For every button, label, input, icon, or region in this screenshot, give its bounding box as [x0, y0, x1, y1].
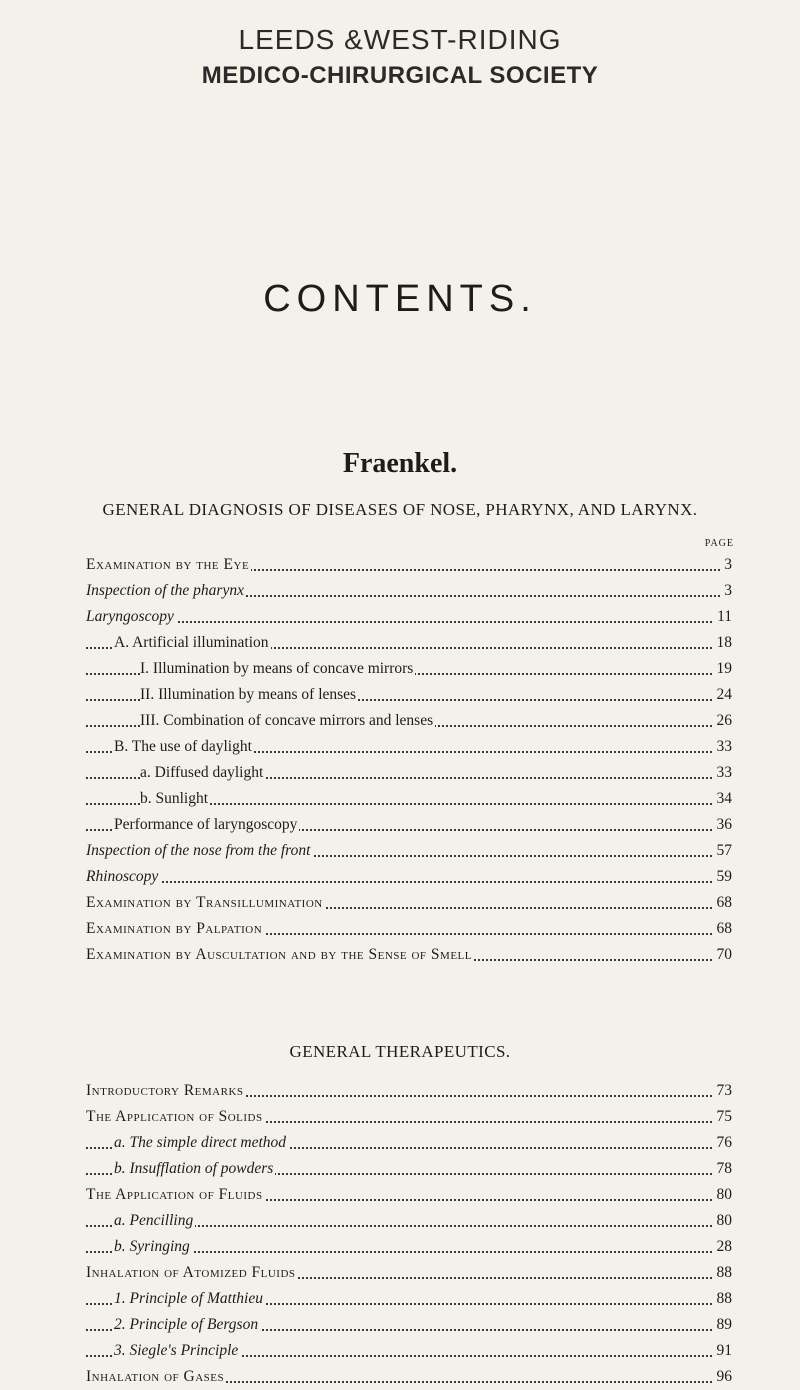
toc-entry-label: b. Syringing [114, 1234, 192, 1260]
toc-entry-page: 88 [713, 1286, 733, 1312]
page-column-label: PAGE [704, 538, 734, 549]
toc-entry-page: 96 [713, 1364, 733, 1390]
toc-entry-label: a. The simple direct method [114, 1130, 288, 1156]
toc-entry-label: Inspection of the nose from the front [86, 838, 312, 864]
toc-entry-page: 33 [713, 760, 733, 786]
toc-entry [0, 864, 800, 890]
section-title-diagnosis: GENERAL DIAGNOSIS OF DISEASES OF NOSE, PHARYNX, AND LARYNX. [102, 500, 698, 519]
toc-entry-page: 36 [713, 812, 733, 838]
toc-entry [0, 604, 800, 630]
author-name: Fraenkel. [342, 448, 458, 479]
toc-entry-label: b. Sunlight [140, 786, 210, 812]
toc-entry-label: b. Insufflation of powders [114, 1156, 275, 1182]
toc-entry [0, 708, 800, 734]
toc-list-therapeutics [0, 1078, 800, 1390]
dot-leader [86, 619, 732, 623]
toc-entry-label: B. The use of daylight [114, 734, 254, 760]
toc-entry [0, 942, 800, 968]
toc-entry [0, 1130, 800, 1156]
toc-entry-page: 26 [713, 708, 733, 734]
toc-entry [0, 1234, 800, 1260]
toc-entry-label: a. Pencilling [114, 1208, 195, 1234]
toc-entry-label: Examination by the Eye [86, 552, 251, 578]
toc-entry-label: Examination by Transillumination [86, 890, 325, 916]
toc-entry [0, 578, 800, 604]
toc-entry-page: 3 [720, 578, 732, 604]
toc-entry [0, 812, 800, 838]
toc-entry-label: The Application of Fluids [86, 1182, 265, 1208]
toc-entry-label: Performance of laryngoscopy [114, 812, 299, 838]
toc-entry-page: 80 [713, 1182, 733, 1208]
library-stamp-line-1: LEEDS &WEST-RIDING [238, 24, 562, 55]
toc-entry [0, 630, 800, 656]
toc-entry [0, 552, 800, 578]
toc-entry-label: Inhalation of Atomized Fluids [86, 1260, 298, 1286]
library-stamp-line-2: MEDICO-CHIRURGICAL SOCIETY [201, 62, 599, 89]
toc-entry [0, 890, 800, 916]
section-title-therapeutics: GENERAL THERAPEUTICS. [289, 1042, 511, 1061]
toc-entry-page: 57 [713, 838, 733, 864]
toc-entry-label: III. Combination of concave mirrors and lenses [140, 708, 435, 734]
toc-entry [0, 916, 800, 942]
toc-entry-page: 75 [713, 1104, 733, 1130]
toc-entry-page: 89 [713, 1312, 733, 1338]
toc-entry-page: 19 [713, 656, 733, 682]
toc-entry-label: Inhalation of Gases [86, 1364, 226, 1390]
toc-entry [0, 1078, 800, 1104]
toc-entry-label: Laryngoscopy [86, 604, 176, 630]
toc-entry-page: 11 [713, 604, 732, 630]
toc-entry-page: 3 [720, 552, 732, 578]
toc-entry [0, 682, 800, 708]
toc-entry-label: 1. Principle of Matthieu [114, 1286, 265, 1312]
toc-entry-label: 3. Siegle's Principle [114, 1338, 240, 1364]
toc-entry [0, 1104, 800, 1130]
toc-entry-page: 34 [713, 786, 733, 812]
toc-entry [0, 656, 800, 682]
toc-entry-page: 28 [713, 1234, 733, 1260]
toc-entry [0, 1156, 800, 1182]
toc-entry [0, 1338, 800, 1364]
toc-entry-label: A. Artificial illumination [114, 630, 271, 656]
toc-entry-label: The Application of Solids [86, 1104, 265, 1130]
toc-entry-page: 33 [713, 734, 733, 760]
toc-entry-page: 88 [713, 1260, 733, 1286]
toc-entry [0, 734, 800, 760]
toc-entry [0, 838, 800, 864]
toc-entry-page: 68 [713, 916, 733, 942]
toc-entry-label: Rhinoscopy [86, 864, 160, 890]
toc-entry-page: 91 [713, 1338, 733, 1364]
toc-entry-label: Examination by Palpation [86, 916, 264, 942]
toc-entry-page: 73 [713, 1078, 733, 1104]
toc-entry-label: a. Diffused daylight [140, 760, 265, 786]
toc-entry [0, 1312, 800, 1338]
toc-entry-page: 70 [713, 942, 733, 968]
toc-entry [0, 1208, 800, 1234]
toc-entry [0, 760, 800, 786]
toc-entry-page: 80 [713, 1208, 733, 1234]
toc-entry-label: Introductory Remarks [86, 1078, 246, 1104]
toc-entry [0, 786, 800, 812]
toc-entry-label: II. Illumination by means of lenses [140, 682, 358, 708]
contents-heading: CONTENTS. [263, 278, 537, 320]
toc-entry-page: 78 [713, 1156, 733, 1182]
toc-entry-label: I. Illumination by means of concave mirrors [140, 656, 415, 682]
toc-entry-page: 76 [713, 1130, 733, 1156]
toc-entry-page: 24 [713, 682, 733, 708]
toc-entry [0, 1182, 800, 1208]
toc-entry-page: 59 [713, 864, 733, 890]
toc-list-diagnosis [0, 552, 800, 968]
toc-entry-label: Inspection of the pharynx [86, 578, 246, 604]
dot-leader [86, 879, 732, 883]
toc-entry [0, 1260, 800, 1286]
toc-entry [0, 1286, 800, 1312]
toc-entry-label: Examination by Auscultation and by the Sense of Smell [86, 942, 474, 968]
toc-entry-page: 68 [713, 890, 733, 916]
toc-entry-label: 2. Principle of Bergson [114, 1312, 260, 1338]
toc-entry-page: 18 [713, 630, 733, 656]
